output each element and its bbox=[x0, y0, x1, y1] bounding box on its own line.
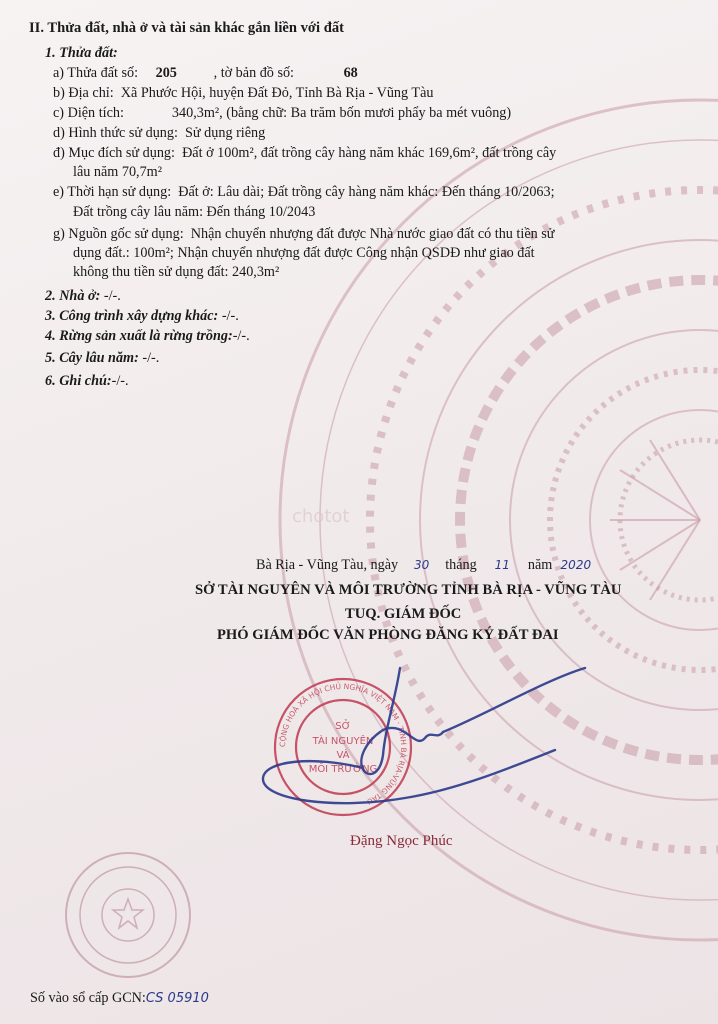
svg-text:SỞ: SỞ bbox=[335, 721, 351, 732]
watermark-text: chotot bbox=[292, 506, 350, 527]
item-planted-forest: 4. Rừng sản xuất là rừng trồng:-/-. bbox=[45, 328, 250, 344]
origin-row-3: không thu tiền sử dụng đất: 240,3m² bbox=[73, 264, 280, 280]
purpose-row-2: lâu năm 70,7m² bbox=[73, 164, 162, 180]
item-notes: 6. Ghi chú:-/-. bbox=[45, 373, 129, 389]
section-title: II. Thửa đất, nhà ở và tài sản khác gắn liền với đất bbox=[29, 20, 344, 36]
signature bbox=[255, 660, 635, 820]
parcel-row: a) Thửa đất số: 205 , tờ bản đồ số: 68 bbox=[53, 65, 358, 81]
usage-form-row: d) Hình thức sử dụng: Sử dụng riêng bbox=[53, 125, 266, 141]
date-month: 11 bbox=[494, 558, 510, 572]
purpose-row-1: đ) Mục đích sử dụng: Đất ở 100m², đất trồng cây hàng năm khác 169,6m², đất trồng cây bbox=[53, 145, 557, 161]
item-perennial-trees: 5. Cây lâu năm: -/-. bbox=[45, 350, 160, 366]
date-day: 30 bbox=[414, 558, 430, 572]
area-row: c) Diện tích: 340,3m², (bằng chữ: Ba trăm bốn mươi phẩy ba mét vuông) bbox=[53, 105, 512, 121]
svg-text:MÔI TRƯỜNG: MÔI TRƯỜNG bbox=[308, 764, 378, 775]
address-row: b) Địa chỉ: Xã Phước Hội, huyện Đất Đỏ, Tỉnh Bà Rịa - Vũng Tàu bbox=[53, 85, 434, 101]
svg-text:TÀI NGUYÊN: TÀI NGUYÊN bbox=[312, 736, 374, 747]
registry-number: CS 05910 bbox=[145, 991, 209, 1006]
item-other-construction: 3. Công trình xây dựng khác: -/-. bbox=[45, 308, 239, 324]
origin-row-1: g) Nguồn gốc sử dụng: Nhận chuyển nhượng đất được Nhà nước giao đất có thu tiền sử bbox=[53, 226, 555, 242]
item-house: 2. Nhà ở: -/-. bbox=[45, 288, 121, 304]
date-line: Bà Rịa - Vũng Tàu, ngày 30 tháng 11 năm 2020 bbox=[256, 557, 596, 574]
svg-text:CỘNG HOÀ XÃ HỘI CHỦ NGHĨA VIỆT: CỘNG HOÀ XÃ HỘI CHỦ NGHĨA VIỆT NAM · TỈNH BÀ RỊA-VŨNG TÀU bbox=[277, 681, 409, 807]
svg-text:VÀ: VÀ bbox=[336, 750, 350, 761]
registry-line: Số vào sổ cấp GCN:CS 05910 bbox=[30, 990, 209, 1006]
authority-department: SỞ TÀI NGUYÊN VÀ MÔI TRƯỜNG TỈNH BÀ RỊA - VŨNG TÀU bbox=[195, 582, 622, 598]
land-heading: 1. Thửa đất: bbox=[45, 45, 118, 61]
authority-delegation: TUQ. GIÁM ĐỐC bbox=[345, 606, 462, 622]
authority-title: PHÓ GIÁM ĐỐC VĂN PHÒNG ĐĂNG KÝ ĐẤT ĐAI bbox=[217, 627, 559, 643]
map-number: 68 bbox=[343, 65, 358, 81]
signer-name: Đặng Ngọc Phúc bbox=[350, 833, 453, 849]
origin-row-2: dụng đất.: 100m²; Nhận chuyển nhượng đất được Công nhận QSDĐ như giao đất bbox=[73, 245, 535, 261]
date-year: 2020 bbox=[560, 558, 592, 572]
term-row-2: Đất trồng cây lâu năm: Đến tháng 10/2043 bbox=[73, 204, 316, 220]
term-row-1: e) Thời hạn sử dụng: Đất ở: Lâu dài; Đất trồng cây hàng năm khác: Đến tháng 10/2063; bbox=[53, 184, 555, 200]
parcel-number: 205 bbox=[155, 65, 177, 81]
